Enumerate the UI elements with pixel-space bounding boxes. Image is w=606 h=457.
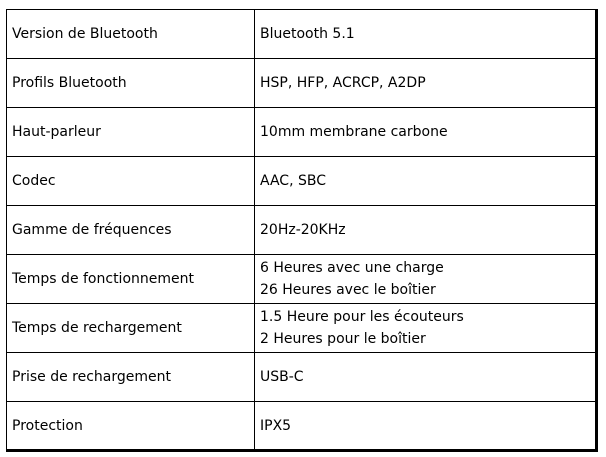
spec-value-line: 10mm membrane carbone	[260, 124, 448, 140]
spec-label: Codec	[7, 157, 255, 206]
spec-value-line: HSP, HFP, ACRCP, A2DP	[260, 75, 426, 91]
spec-table	[6, 9, 598, 452]
spec-value	[255, 353, 597, 402]
table-row	[7, 59, 597, 108]
spec-value-line: Bluetooth 5.1	[260, 26, 355, 42]
spec-value-line: USB-C	[260, 369, 304, 385]
spec-label: Haut-parleur	[7, 108, 255, 157]
spec-label: Temps de rechargement	[7, 304, 255, 353]
spec-value	[255, 59, 597, 108]
table-row	[7, 304, 597, 353]
spec-label: Prise de rechargement	[7, 353, 255, 402]
spec-value	[255, 255, 597, 304]
table-row	[7, 353, 597, 402]
spec-value-line: IPX5	[260, 417, 292, 434]
table-row	[7, 206, 597, 255]
spec-value	[255, 157, 597, 206]
spec-label: Protection	[7, 402, 255, 451]
spec-value	[255, 108, 597, 157]
spec-value-line: 20Hz-20KHz	[260, 222, 346, 238]
spec-value-line: AAC, SBC	[260, 173, 326, 189]
spec-table-body	[7, 10, 597, 451]
spec-value	[255, 304, 597, 353]
table-row	[7, 108, 597, 157]
spec-value-line: 2 Heures pour le boîtier	[260, 331, 426, 347]
spec-value-line: 6 Heures avec une charge	[260, 260, 444, 276]
table-row	[7, 10, 597, 59]
spec-value-line: 1.5 Heure pour les écouteurs	[260, 309, 464, 325]
table-row	[7, 402, 597, 451]
spec-label: Version de Bluetooth	[7, 10, 255, 59]
spec-label: Profils Bluetooth	[7, 59, 255, 108]
table-row	[7, 255, 597, 304]
spec-label: Temps de fonctionnement	[7, 255, 255, 304]
spec-value	[255, 402, 597, 451]
spec-value	[255, 206, 597, 255]
spec-value-line: 26 Heures avec le boîtier	[260, 282, 436, 298]
spec-label: Gamme de fréquences	[7, 206, 255, 255]
spec-value	[255, 10, 597, 59]
table-row	[7, 157, 597, 206]
